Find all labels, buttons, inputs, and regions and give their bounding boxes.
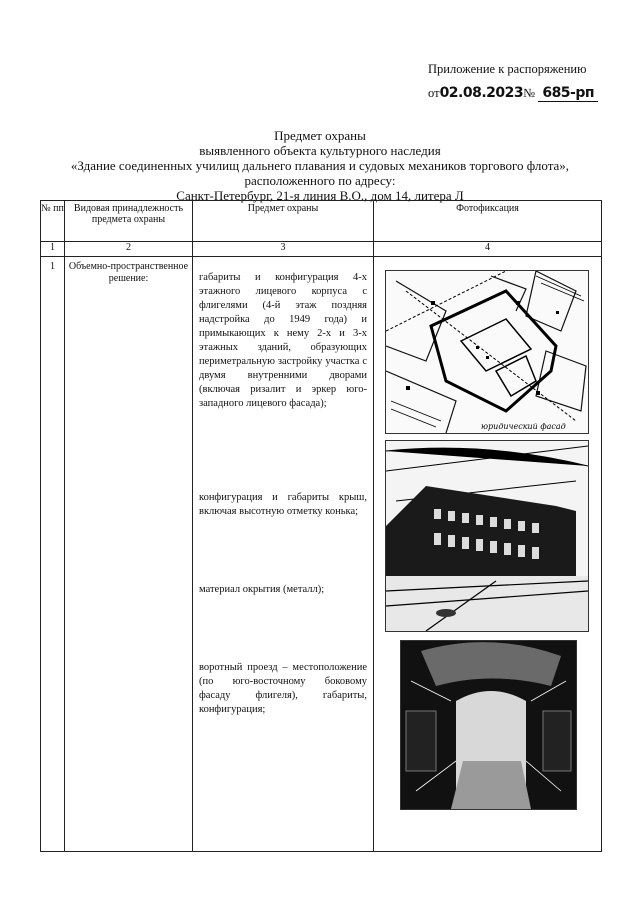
row-type: Объемно-пространственное решение: [65,257,193,852]
header-type: Видовая принадлежность предмета охраны [65,201,193,242]
title-line-4: расположенного по адресу: [244,173,396,188]
title-line-2: выявленного объекта культурного наследия [199,143,441,158]
subject-item-dimensions: габариты и конфигурация 4-х этажного лицевого корпуса с флигелями (4-й этаж поздняя надстройка до 1949 года) и примыкающих к нему 2-х и 3-х этажных зданий, образующих периметральную застройку участка с двумя внутренними дворами (включая ризалит и эркер юго-западного лицевого фасада); [199,272,367,409]
table-column-numbers-row [41,242,602,257]
subject-item-gateway: воротный проезд – местоположение (по юго-восточному боковому фасаду флигеля), габариты, конфигурация; [199,662,367,715]
title-line-1: Предмет охраны [274,128,366,143]
subject-item-roofs: конфигурация и габариты крыш, включая высотную отметку конька; [199,492,367,517]
row-num: 1 [41,257,65,852]
order-number-sign: № [523,86,536,100]
gateway-passage-drawing [401,641,576,809]
header-subject: Предмет охраны [193,201,374,242]
col-number: 3 [193,242,374,257]
order-date: 02.08.2023 [439,85,524,101]
header-num: № пп [41,201,65,242]
site-plan-drawing [386,271,588,433]
site-plan-map [385,270,589,434]
appendix-label: Приложение к распоряжению [428,62,587,76]
order-number: 685-рп [538,85,598,102]
map-caption: юридический фасад [481,422,566,431]
col-number: 1 [41,242,65,257]
street-facade-photo [385,440,589,632]
subject-item-roof-material: материал окрытия (металл); [199,584,325,595]
order-prefix: от [428,86,440,100]
row-subject-cell [193,257,374,852]
col-number: 4 [374,242,602,257]
table-header-row [41,201,602,242]
col-number: 2 [65,242,193,257]
header-photo: Фотофиксация [374,201,602,242]
title-line-5: Санкт-Петербург, 21-я линия В.О., дом 14, литера Л [176,188,464,203]
title-line-3: «Здание соединенных училищ дальнего плавания и судовых механиков торгового флота», [70,158,570,173]
order-reference [428,85,598,102]
street-facade-drawing [386,441,588,631]
gateway-passage-photo [400,640,577,810]
